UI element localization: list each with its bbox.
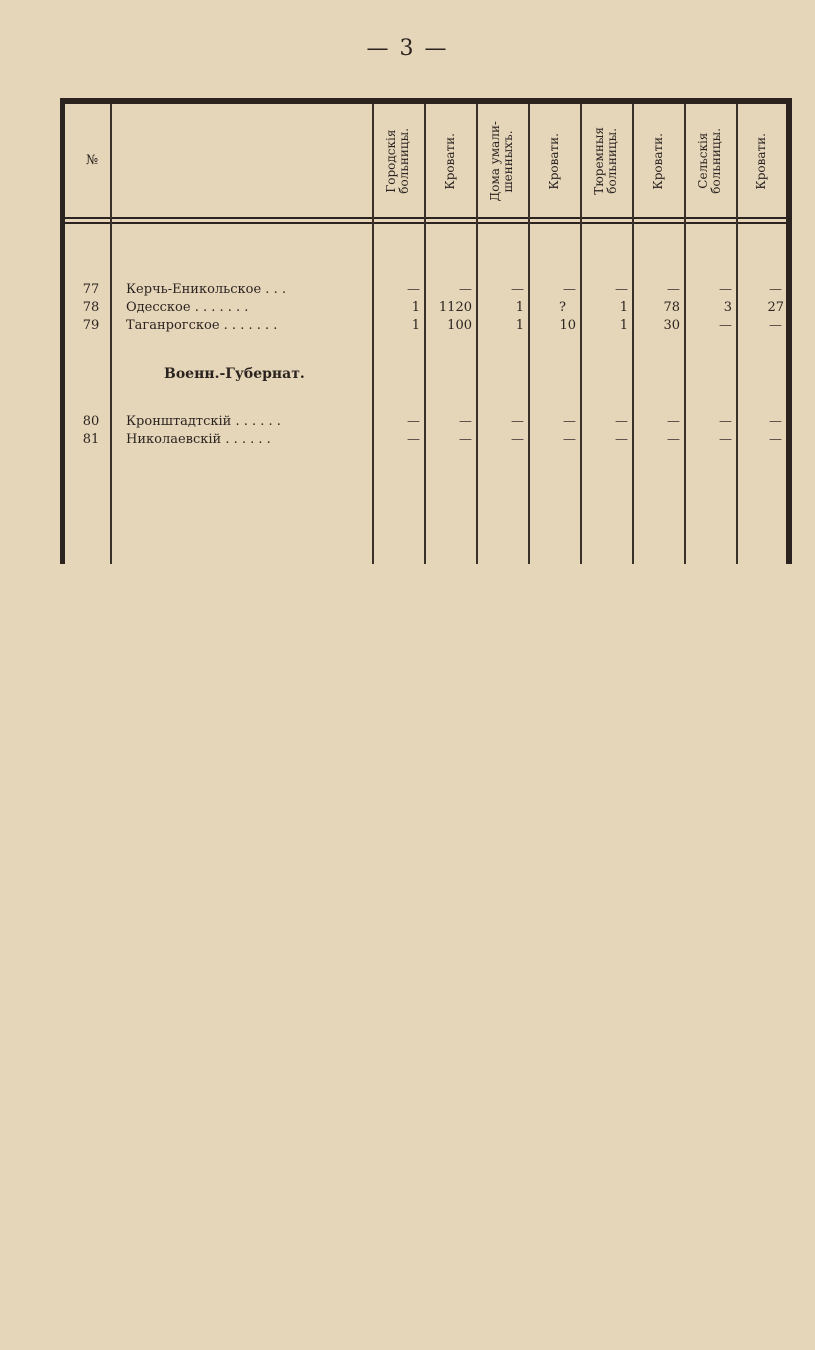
statistics-table [60, 98, 792, 564]
column-header: Кровати. [546, 132, 561, 190]
table-top-border [60, 98, 792, 104]
header-rule-upper [65, 217, 786, 219]
header-rule-lower [65, 222, 786, 224]
table-row: 81 Николаевскій . . . . . . — — — — — — — — [82, 432, 782, 447]
column-header: Кровати. [650, 132, 665, 190]
column-header: Городскія больницы. [384, 128, 411, 194]
column-header: Кровати. [753, 132, 768, 190]
table-row: 77 Керчь-Еникольское . . . — — — — — — — — [82, 282, 782, 297]
column-header: Сельскія больницы. [696, 128, 723, 194]
table-row: 78 Одесское . . . . . . . 1 1120 1 ? 1 78 3 27 [82, 300, 784, 315]
column-header: Дома умали- шенныхъ. [488, 120, 515, 202]
table-row: 79 Таганрогское . . . . . . . 1 100 1 10 1 30 — — [82, 318, 782, 333]
table-row: 80 Кронштадтскій . . . . . . — — — — — — — — [82, 414, 782, 429]
column-header: Кровати. [442, 132, 457, 190]
column-header: Тюремныя больницы. [592, 127, 619, 195]
number-column-header: № [85, 153, 99, 168]
section-heading: Военн.-Губернат. [164, 366, 305, 382]
page-number: — 3 — [366, 36, 449, 61]
